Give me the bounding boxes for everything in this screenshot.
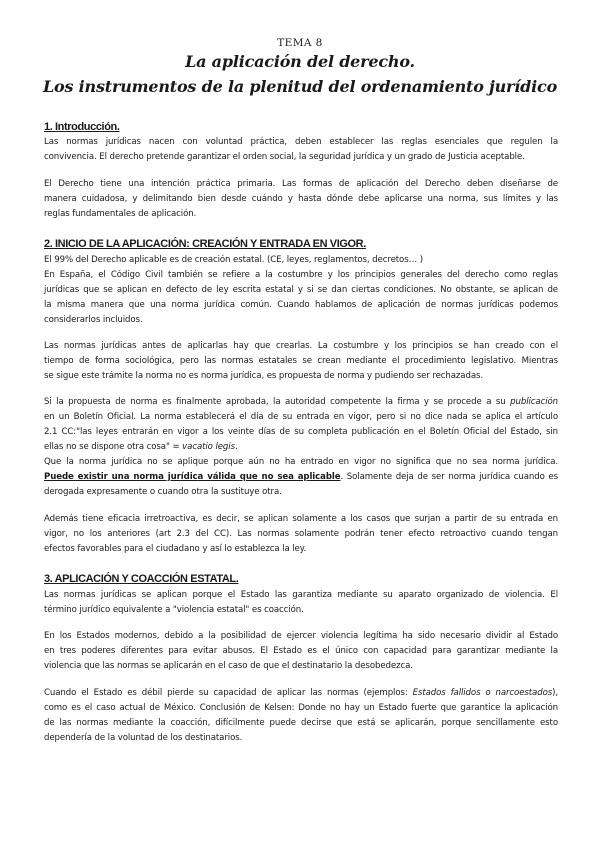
section-heading-inicio-aplicacion: 2. INICIO DE LA APLICACIÓN: CREACIÓN Y ENTRADA EN VIGOR.	[44, 238, 366, 250]
paragraph: Cuando el Estado es débil pierde su capacidad de aplicar las normas (ejemplos: Estados fallidos o narcoestados), como es el caso actual de México. Conclusión de Kelsen: Donde no hay un Estado fuerte que garantice la aplicación de las normas mediante la coacción, difícilmente puede decirse que está se aplicarán, porque sencillamente esto dependería de la voluntad de los destinatarios.	[44, 688, 558, 743]
paragraph: El 99% del Derecho aplicable es de creación estatal. (CE, leyes, reglamentos, decretos… ) En España, el Código Civil también se refiere a la costumbre y los principios generales del derecho como reglas jurídicas que se aplican en defecto de ley escrita estatal y si se dan ciertas condiciones. No obstante, se aplican de la misma manera que una norma jurídica común. Cuando hablamos de aplicación de normas jurídicas podemos considerarlos incluidos.	[44, 255, 558, 325]
paragraph: En los Estados modernos, debido a la posibilidad de ejercer violencia legítima ha sido necesario dividir al Estado en tres poderes diferentes para evitar abusos. El Estado es el único con capacidad para garantizar mediante la violencia que las normas se aplicarán en el caso de que el destinatario la desobedezca.	[44, 631, 558, 671]
emphasized-statement: Puede existir una norma jurídica válida que no sea aplicable	[44, 472, 341, 482]
document-title-line-2: Los instrumentos de la plenitud del ordenamiento jurídico	[42, 77, 558, 96]
paragraph: El Derecho tiene una intención práctica primaria. Las formas de aplicación del Derecho deben diseñarse de manera cuidadosa, y delimitando bien desde cuándo y hasta dónde debe aplicarse una norma, sus límites y las reglas fundamentales de aplicación.	[44, 179, 558, 219]
paragraph: Si la propuesta de norma es finalmente aprobada, la autoridad competente la firma y se procede a su publicación en un Boletín Oficial. La norma establecerá el día de su entrada en vigor, pero si no dice nada se aplica el artículo 2.1 CC:"las leyes entrarán en vigor a los veinte días de su completa publicación en el Boletín Oficial del Estado, sin ellas no se dispone otra cosa" = vacatio legis. Que la norma jurídica no se aplique porque aún no ha entrado en vigor no significa que no sea norma jurídica. Puede existir una norma jurídica válida que no sea aplicable. Solamente deja de ser norma jurídica cuando es derogada expresamente o cuando otra la sustituye otra.	[44, 397, 558, 497]
paragraph: Las normas jurídicas se aplican porque el Estado las garantiza mediante su aparato organizado de violencia. El término jurídico equivalente a "violencia estatal" es coacción.	[44, 590, 558, 615]
paragraph: Las normas jurídicas antes de aplicarlas hay que crearlas. La costumbre y los principios se han creado con el tiempo de forma sociológica, pero las normas estatales se crean mediante el procedimiento legislativo. Mientras se sigue este trámite la norma no es norma jurídica, es propuesta de norma y pudiendo ser rechazadas.	[44, 341, 558, 381]
section-heading-aplicacion-coaccion: 3. APLICACIÓN Y COACCIÓN ESTATAL.	[44, 573, 239, 585]
paragraph: Las normas jurídicas nacen con voluntad práctica, deben establecer las reglas esenciales que regulen la convivencia. El derecho pretende garantizar el orden social, la seguridad jurídica y un grado de Justicia aceptable.	[44, 137, 558, 162]
topic-number: TEMA 8	[277, 37, 323, 49]
section-heading-introduccion: 1. Introducción.	[44, 121, 120, 133]
paragraph: Además tiene eficacia irretroactiva, es decir, se aplican solamente a los casos que surjan a partir de su entrada en vigor, no los anteriores (art 2.3 del CC). Las normas solamente podrán tener efecto retroactivo cuando tengan efectos favorables para el ciudadano y así lo establezca la ley.	[44, 514, 558, 554]
document-title-line-1: La aplicación del derecho.	[185, 52, 415, 71]
